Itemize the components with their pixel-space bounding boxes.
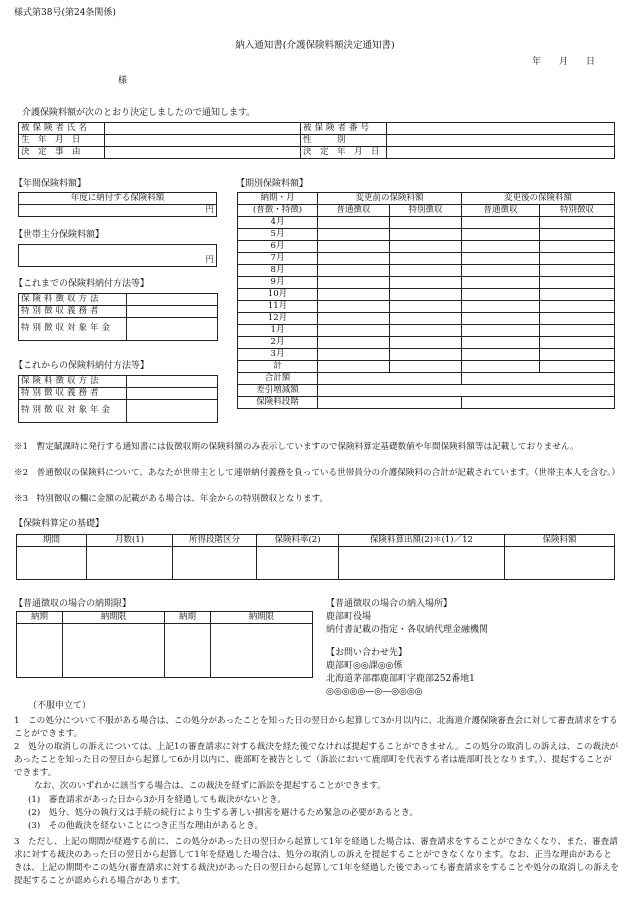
month-amount-cell	[318, 265, 390, 277]
month-row	[238, 349, 615, 361]
before-change-header: 変更前の保険料額	[318, 193, 462, 205]
after-ordinary-header: 普通徴収	[462, 205, 540, 217]
appeal-para-2b: なお、次のいずれかに該当する場合は、この裁決を経ずに訴訟を提起することができます。	[34, 781, 386, 791]
annual-premium-label: 年度に納付する保険料額	[19, 193, 217, 205]
future-method-pension: 特別徴収対象年金	[19, 400, 127, 423]
month-label: 11月	[238, 301, 318, 313]
birthdate-value	[105, 135, 301, 147]
deadline-heading: 【普通徴収の場合の納期限】	[14, 599, 132, 609]
month-amount-cell	[462, 325, 540, 337]
after-change-header: 変更後の保険料額	[462, 193, 615, 205]
month-label: 5月	[238, 229, 318, 241]
month-amount-cell	[462, 253, 540, 265]
decision-date-value	[387, 147, 615, 159]
deadline-table	[16, 611, 313, 678]
month-amount-cell	[540, 229, 615, 241]
month-amount-cell	[540, 241, 615, 253]
month-amount-cell	[540, 349, 615, 361]
month-amount-cell	[318, 289, 390, 301]
insured-number-label: 被保険者番号	[301, 123, 387, 135]
deadline-col-term-2: 納期	[165, 612, 211, 624]
month-label: 10月	[238, 289, 318, 301]
month-label: 1月	[238, 325, 318, 337]
household-premium-heading: 【世帯主分保険料額】	[14, 230, 105, 240]
past-method-obligor-value	[127, 306, 218, 318]
month-amount-cell	[318, 337, 390, 349]
appeal-para-1: 1 この処分について不服がある場合は、この処分があったことを知った日の翌日から起算して3か月以内に、北海道介護保険審査会に対して審査請求をすることができます。	[14, 716, 618, 739]
month-amount-cell	[390, 349, 462, 361]
insured-number-value	[387, 123, 615, 135]
month-amount-cell	[462, 241, 540, 253]
decision-date-label: 決 定 年 月 日	[301, 147, 387, 159]
past-method-pension: 特別徴収対象年金	[19, 318, 127, 341]
month-amount-cell	[318, 349, 390, 361]
payment-place-line-1: 鹿部町役場	[326, 612, 372, 622]
past-method-table	[18, 293, 218, 341]
period-col-header: 納期・月	[238, 193, 318, 205]
future-method-collection-value	[127, 376, 218, 388]
birthdate-label: 生 年 月 日	[19, 135, 105, 147]
month-label: 12月	[238, 313, 318, 325]
insured-info-table	[18, 122, 615, 159]
insured-name-value	[105, 123, 301, 135]
month-amount-cell	[318, 253, 390, 265]
period-col-subheader: (普徴・特徴)	[238, 205, 318, 217]
basis-col-period: 期間	[17, 535, 87, 547]
basis-col-months: 月数(1)	[87, 535, 173, 547]
month-amount-cell	[318, 229, 390, 241]
month-row	[238, 229, 615, 241]
month-amount-cell	[318, 217, 390, 229]
future-method-collection: 保険料徴収方法	[19, 376, 127, 388]
past-method-obligor: 特別徴収義務者	[19, 306, 127, 318]
month-amount-cell	[390, 313, 462, 325]
decision-reason-value	[105, 147, 301, 159]
appeal-item-2: (2) 処分、処分の執行又は手続の続行により生ずる著しい損害を避けるため緊急の必要があるとき。	[28, 808, 418, 818]
month-amount-cell	[540, 265, 615, 277]
appeal-item-1: (1) 審査請求があった日から3か月を経過しても裁決がないとき。	[28, 795, 286, 805]
future-method-obligor: 特別徴収義務者	[19, 388, 127, 400]
month-amount-cell	[390, 289, 462, 301]
month-amount-cell	[462, 301, 540, 313]
deadline-col-term-1: 納期	[17, 612, 63, 624]
basis-col-amount: 保険料額	[505, 535, 615, 547]
after-special-header: 特別徴収	[540, 205, 615, 217]
month-label: 8月	[238, 265, 318, 277]
basis-heading: 【保険料算定の基礎】	[14, 519, 105, 529]
month-amount-cell	[318, 241, 390, 253]
month-amount-cell	[540, 325, 615, 337]
intro-text: 介護保険料額が次のとおり決定しましたので通知します。	[22, 108, 256, 118]
month-label: 3月	[238, 349, 318, 361]
month-row	[238, 301, 615, 313]
future-method-pension-value	[127, 400, 218, 423]
month-amount-cell	[462, 289, 540, 301]
month-label: 7月	[238, 253, 318, 265]
appeal-heading: （不服申立て）	[28, 701, 92, 711]
before-ordinary-header: 普通徴収	[318, 205, 390, 217]
period-total-label: 計	[238, 361, 318, 373]
past-method-pension-value	[127, 318, 218, 341]
month-label: 6月	[238, 241, 318, 253]
month-label: 4月	[238, 217, 318, 229]
annual-premium-heading: 【年間保険料額】	[14, 179, 87, 189]
issue-date: 年 月 日	[532, 57, 596, 67]
month-row	[238, 337, 615, 349]
month-amount-cell	[390, 301, 462, 313]
basis-table	[16, 534, 615, 580]
month-amount-cell	[390, 325, 462, 337]
month-amount-cell	[390, 253, 462, 265]
month-amount-cell	[540, 253, 615, 265]
month-row	[238, 325, 615, 337]
month-row	[238, 217, 615, 229]
basis-col-income-level: 所得段階区分	[173, 535, 257, 547]
month-label: 9月	[238, 277, 318, 289]
month-amount-cell	[318, 325, 390, 337]
month-amount-cell	[540, 301, 615, 313]
month-amount-cell	[390, 241, 462, 253]
appeal-item-3: (3) その他裁決を経ないことにつき正当な理由があるとき。	[28, 821, 264, 831]
month-amount-cell	[540, 277, 615, 289]
future-method-heading: 【これからの保険料納付方法等】	[14, 361, 150, 371]
month-row	[238, 241, 615, 253]
appeal-para-2: 2 処分の取消しの訴えについては、上記1の審査請求に対する裁決を経た後でなければ提起することができません。この処分の取消しの訴えは、この裁決があったことを知った日の翌日から起算して6か月以内に、鹿部町を被告として（訴訟において鹿部町を代表する者は鹿部町長となります。）、提起することができます。	[14, 742, 619, 778]
basis-col-calc: 保険料算出額(2)＊(1)／12	[339, 535, 505, 547]
month-amount-cell	[462, 229, 540, 241]
month-amount-cell	[390, 229, 462, 241]
sex-label: 性 別	[301, 135, 387, 147]
basis-col-rate: 保険料率(2)	[257, 535, 339, 547]
month-row	[238, 277, 615, 289]
future-method-obligor-value	[127, 388, 218, 400]
month-amount-cell	[462, 277, 540, 289]
month-row	[238, 289, 615, 301]
month-amount-cell	[540, 337, 615, 349]
month-amount-cell	[390, 265, 462, 277]
month-amount-cell	[540, 217, 615, 229]
month-row	[238, 265, 615, 277]
note-1: ※1 暫定賦課時に発行する通知書には仮徴収期の保険料額のみ表示していますので保険料算定基礎数値や年間保険料額等は記載しておりません。	[14, 442, 579, 452]
month-amount-cell	[462, 337, 540, 349]
month-row	[238, 313, 615, 325]
period-premium-table	[237, 192, 615, 409]
month-amount-cell	[318, 313, 390, 325]
period-premium-heading: 【期別保険料額】	[236, 179, 309, 189]
sex-value	[387, 135, 615, 147]
appeal-para-3: 3 ただし、上記の期間が経過する前に、この処分があった日の翌日から起算して1年を経過した場合は、審査請求をすることができなくなり、また、審査請求に対する裁決のあった日の翌日から起算して1年を経過した場合は、処分の取消しの訴えを提起することができなくなります。なお、正当な理由があるときは、上記の期間やこの処分(審査請求に対する裁決)があった日の翌日から起算して1年を経過した後であっても審査請求をすることや処分の取消しの訴えを提起することが認められる場合があります。	[14, 837, 619, 886]
annual-premium-unit: 円	[19, 205, 217, 217]
month-amount-cell	[318, 301, 390, 313]
month-amount-cell	[540, 313, 615, 325]
household-premium-box	[18, 244, 217, 267]
insured-name-label: 被保険者氏名	[19, 123, 105, 135]
deadline-col-date-1: 納期限	[63, 612, 165, 624]
month-label: 2月	[238, 337, 318, 349]
month-amount-cell	[462, 217, 540, 229]
inquiry-phone: ◎◎◎◎◎—◎—◎◎◎◎	[326, 687, 423, 697]
month-amount-cell	[318, 277, 390, 289]
past-method-heading: 【これまでの保険料納付方法等】	[14, 279, 150, 289]
period-sum-label: 合計額	[238, 373, 318, 385]
note-3: ※3 特別徴収の欄に金額の記載がある場合は、年金からの特別徴収となります。	[14, 494, 329, 504]
month-amount-cell	[390, 277, 462, 289]
month-amount-cell	[462, 265, 540, 277]
future-method-table	[18, 375, 218, 423]
past-method-collection-value	[127, 294, 218, 306]
month-amount-cell	[462, 349, 540, 361]
month-amount-cell	[390, 217, 462, 229]
past-method-collection: 保険料徴収方法	[19, 294, 127, 306]
decision-reason-label: 決 定 事 由	[19, 147, 105, 159]
note-2: ※2 普通徴収の保険料について、あなたが世帯主として連帯納付義務を負っている世帯員分の介護保険料の合計が記載されています。（世帯主本人を含む。）	[14, 468, 620, 478]
period-stage-label: 保険料段階	[238, 397, 318, 409]
before-special-header: 特別徴収	[390, 205, 462, 217]
period-diff-label: 差引増減額	[238, 385, 318, 397]
form-number: 様式第38号(第24条関係)	[14, 8, 116, 18]
annual-premium-box	[18, 192, 217, 217]
deadline-col-date-2: 納期限	[211, 612, 313, 624]
document-title: 納入通知書(介護保険料額決定通知書)	[235, 40, 395, 51]
payment-place-heading: 【普通徴収の場合の納入場所】	[326, 599, 453, 609]
month-amount-cell	[540, 289, 615, 301]
addressee-honorific: 様	[118, 76, 128, 86]
month-amount-cell	[390, 337, 462, 349]
month-amount-cell	[462, 313, 540, 325]
inquiry-line-1: 鹿部町◎◎課◎◎係	[326, 661, 403, 671]
payment-place-line-2: 納付書記載の指定・各収納代理金融機関	[326, 625, 489, 635]
inquiry-address: 北海道茅部郡鹿部町字鹿部252番地1	[326, 674, 475, 684]
household-premium-unit: 円	[19, 245, 217, 267]
month-row	[238, 253, 615, 265]
inquiry-heading: 【お問い合わせ先】	[326, 648, 408, 658]
